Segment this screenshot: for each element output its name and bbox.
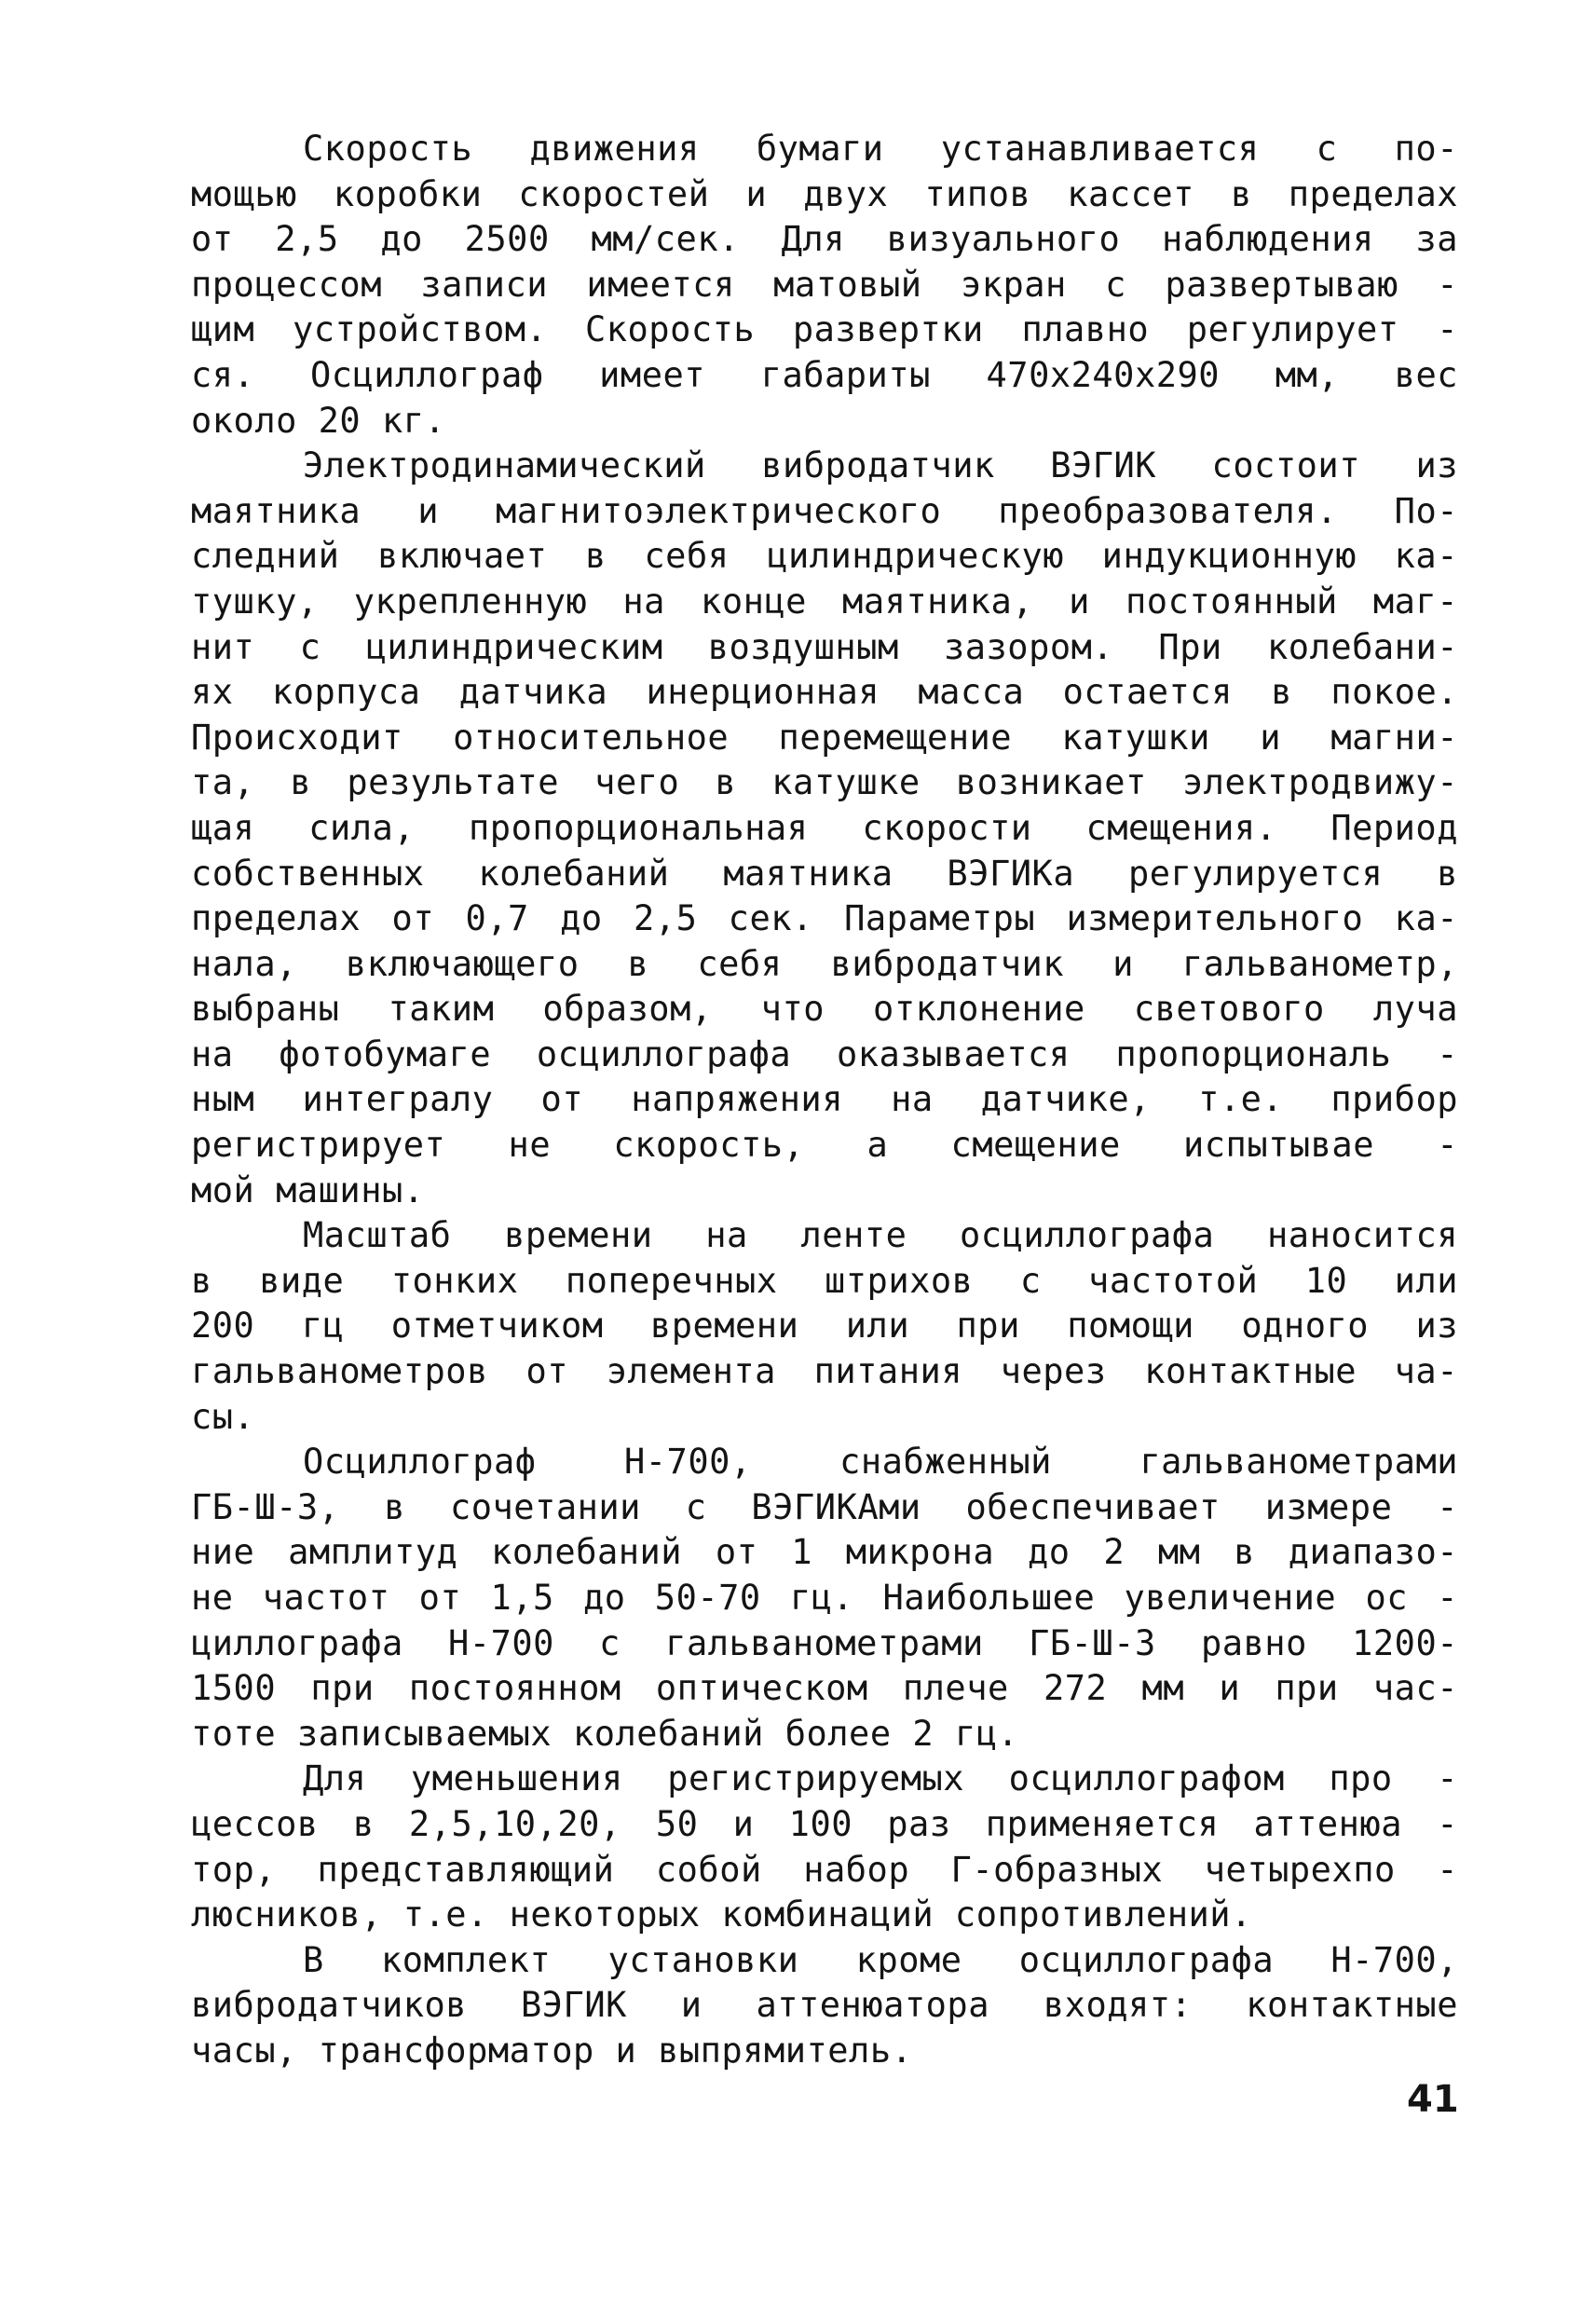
- text-line: ным интегралу от напряжения на датчике, т.е. прибор: [191, 1079, 1458, 1120]
- text-line: сы.: [191, 1396, 255, 1437]
- text-line: Электродинамический вибродатчик ВЭГИК состоит из: [303, 445, 1458, 486]
- text-line: на фотобумаге осциллографа оказывается пропорциональ -: [191, 1033, 1458, 1074]
- text-line: нала, включающего в себя вибродатчик и гальванометр,: [191, 943, 1458, 984]
- text-line: люсников, т.е. некоторых комбинаций сопротивлений.: [191, 1894, 1252, 1935]
- text-line: выбраны таким образом, что отклонение светового луча: [191, 989, 1458, 1030]
- text-line: около 20 кг.: [191, 400, 446, 441]
- text-line: 200 гц отметчиком времени или при помощи одного из: [191, 1306, 1458, 1347]
- text-line: щим устройством. Скорость развертки плавно регулирует -: [191, 309, 1458, 350]
- paragraph: [191, 127, 1458, 444]
- text-line: тушку, укрепленную на конце маятника, и постоянный маг-: [191, 581, 1458, 622]
- text-line: мощью коробки скоростей и двух типов кассет в пределах: [191, 173, 1458, 214]
- text-line: от 2,5 до 2500 мм/сек. Для визуального наблюдения за: [191, 219, 1458, 260]
- text-line: тор, представляющий собой набор Г-образных четырехпо -: [191, 1849, 1458, 1890]
- text-line: ях корпуса датчика инерционная масса остается в покое.: [191, 672, 1458, 713]
- text-line: тоте записываемых колебаний более 2 гц.: [191, 1713, 1019, 1754]
- paragraph: [191, 1440, 1458, 1757]
- text-line: следний включает в себя цилиндрическую индукционную ка-: [191, 536, 1458, 577]
- text-line: цессов в 2,5,10,20, 50 и 100 раз применяется аттенюа -: [191, 1803, 1458, 1844]
- text-line: щая сила, пропорциональная скорости смещения. Период: [191, 807, 1458, 848]
- text-line: В комплект установки кроме осциллографа Н-700,: [303, 1939, 1458, 1980]
- paragraph: [191, 1938, 1458, 2074]
- text-line: вибродатчиков ВЭГИК и аттенюатора входят: контактные: [191, 1985, 1458, 2026]
- text-line: гальванометров от элемента питания через контактные ча-: [191, 1351, 1458, 1392]
- page-body: [191, 127, 1458, 2074]
- text-line: в виде тонких поперечных штрихов с частотой 10 или: [191, 1260, 1458, 1301]
- page-number: 41: [1407, 2078, 1459, 2121]
- paragraph: [191, 1213, 1458, 1440]
- text-line: Осциллограф Н-700, снабженный гальванометрами: [303, 1442, 1458, 1483]
- paragraph: [191, 444, 1458, 1213]
- text-line: 1500 при постоянном оптическом плече 272 мм и при час-: [191, 1668, 1458, 1709]
- text-line: ся. Осциллограф имеет габариты 470х240х290 мм, вес: [191, 354, 1458, 395]
- text-line: ние амплитуд колебаний от 1 микрона до 2 мм в диапазо-: [191, 1532, 1458, 1573]
- text-line: ГБ-Ш-3, в сочетании с ВЭГИКАми обеспечивает измере -: [191, 1486, 1458, 1527]
- text-line: пределах от 0,7 до 2,5 сек. Параметры измерительного ка-: [191, 898, 1458, 939]
- text-line: Для уменьшения регистрируемых осциллографом про -: [303, 1758, 1458, 1799]
- paragraph: [191, 1757, 1458, 1937]
- text-line: мой машины.: [191, 1169, 425, 1210]
- text-line: Скорость движения бумаги устанавливается с по-: [303, 129, 1458, 169]
- text-line: часы, трансформатор и выпрямитель.: [191, 2030, 913, 2071]
- text-line: регистрирует не скорость, а смещение испытывае -: [191, 1125, 1458, 1166]
- text-line: нит с цилиндрическим воздушным зазором. При колебани-: [191, 626, 1458, 667]
- text-line: та, в результате чего в катушке возникает электродвижу-: [191, 762, 1458, 803]
- text-line: собственных колебаний маятника ВЭГИКа регулируется в: [191, 853, 1458, 894]
- text-line: процессом записи имеется матовый экран с развертываю -: [191, 264, 1458, 305]
- text-line: Происходит относительное перемещение катушки и магни-: [191, 717, 1458, 758]
- text-line: не частот от 1,5 до 50-70 гц. Наибольшее увеличение ос -: [191, 1578, 1458, 1618]
- text-line: маятника и магнитоэлектрического преобразователя. По-: [191, 490, 1458, 531]
- text-line: Масштаб времени на ленте осциллографа наносится: [303, 1215, 1458, 1256]
- text-line: циллографа Н-700 с гальванометрами ГБ-Ш-3 равно 1200-: [191, 1622, 1458, 1663]
